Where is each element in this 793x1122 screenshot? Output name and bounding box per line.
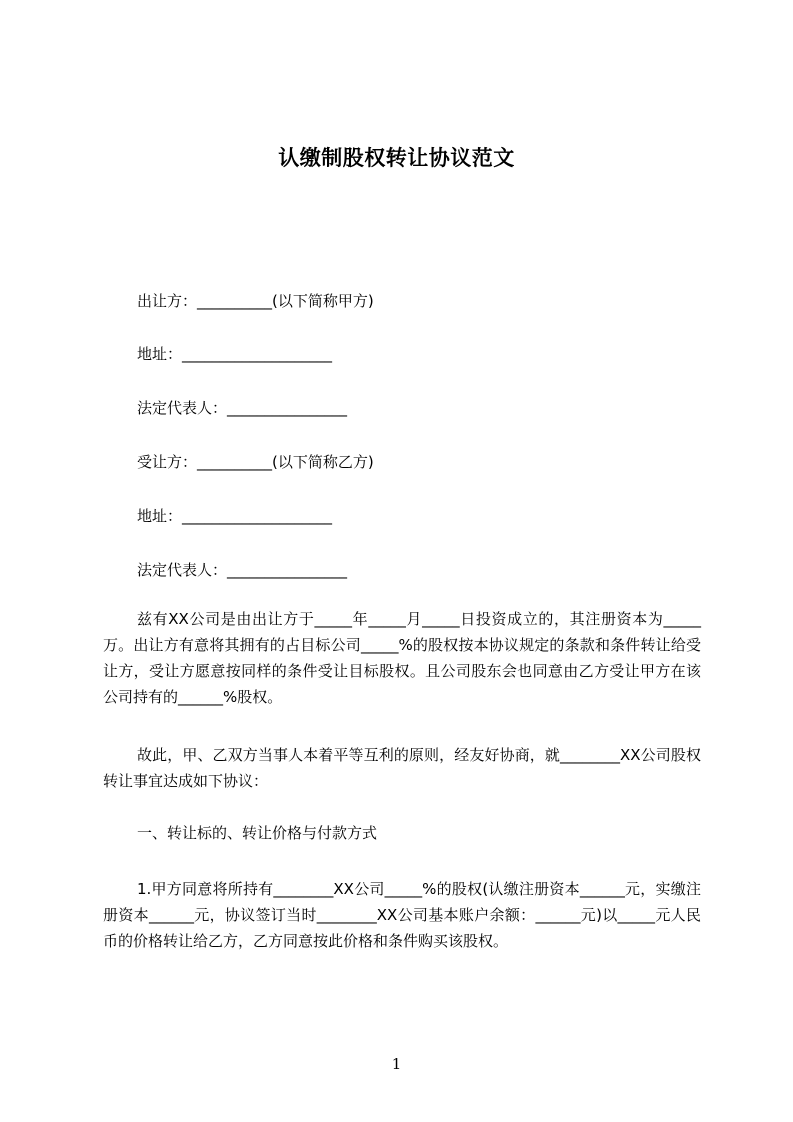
transferee-address-field: 地址：____________________ [137, 507, 333, 525]
agreement-paragraph: 故此，甲、乙双方当事人本着平等互利的原则，经友好协商，就________XX公司股权转让事宜达成如下协议： [103, 746, 701, 790]
transferor-field: 出让方：__________(以下简称甲方) [137, 292, 374, 310]
clause-one-paragraph: 1.甲方同意将所持有________XX公司_____%的股权(认缴注册资本______元，实缴注册资本______元，协议签订当时________XX公司基本账户余额：______元)以_____元人民币的价格转让给乙方，乙方同意按此价格和条件购买该股权。 [103, 880, 701, 950]
transferor-address-field: 地址：____________________ [137, 345, 333, 363]
transferee-field: 受让方：__________(以下简称乙方) [137, 453, 374, 471]
document-title: 认缴制股权转让协议范文 [278, 146, 515, 170]
transferee-representative-field: 法定代表人：________________ [137, 561, 348, 579]
background-paragraph: 兹有XX公司是由出让方于_____年_____月_____日投资成立的，其注册资本为_____万。出让方有意将其拥有的占目标公司_____%的股权按本协议规定的条款和条件转让给受让方，受让方愿意按同样的条件受让目标股权。且公司股东会也同意由乙方受让甲方在该公司持有的______%股权。 [103, 610, 701, 706]
page-number: 1 [391, 1055, 402, 1073]
section-one-heading: 一、转让标的、转让价格与付款方式 [137, 824, 378, 842]
transferor-representative-field: 法定代表人：________________ [137, 399, 348, 417]
